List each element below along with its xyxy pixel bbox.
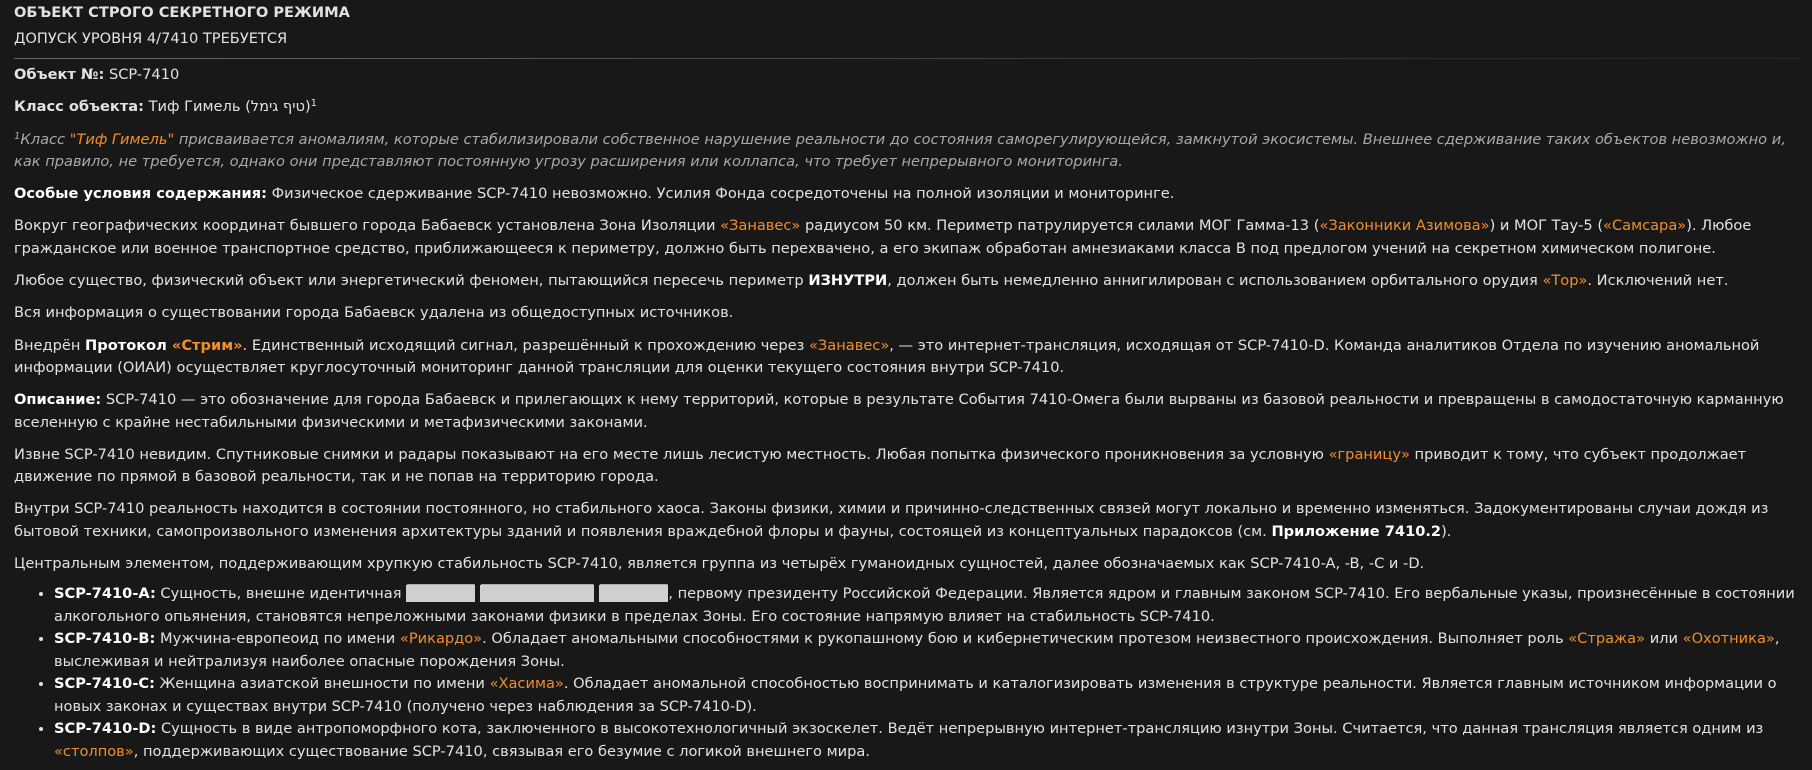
entity-label: SCP-7410-D: xyxy=(54,720,157,738)
redacted-block: ██████████ xyxy=(481,585,594,603)
object-class-label: Класс объекта: xyxy=(14,98,144,116)
link-guard[interactable]: «Стража» xyxy=(1568,630,1646,648)
text: , — это интернет-трансляция, исходящая от SCP-7410-D. Команда аналитиков Отдела по изучению аномальной информации (ОИАИ) осуществляет круглосуточный мониторинг данной трансляции для оценки текущего состояния внутри SCP-7410. xyxy=(14,336,1760,376)
list-item xyxy=(54,583,1802,628)
text: , выслеживая и нейтрализуя наиболее опасные порождения Зоны. xyxy=(54,630,1780,670)
list-item xyxy=(54,718,1802,763)
text: Извне SCP-7410 невидим. Спутниковые снимки и радары показывают на его месте лишь лесистую местность. Любая попытка физического проникновения за условную xyxy=(14,445,1329,463)
containment-intro-text: Физическое сдерживание SCP-7410 невозможно. Усилия Фонда сосредоточены на полной изоляции и мониторинге. xyxy=(266,185,1175,203)
text: , поддерживающих существование SCP-7410, связывая его безумие с логикой внешнего мира. xyxy=(133,742,870,760)
footnote xyxy=(14,129,1802,174)
footnote-link[interactable]: "Тиф Гимель" xyxy=(69,130,175,148)
description-paragraph xyxy=(14,498,1802,543)
text: . Единственный исходящий сигнал, разрешённый к прохождению через xyxy=(242,336,809,354)
text: Женщина азиатской внешности по имени xyxy=(154,675,490,693)
divider xyxy=(14,58,1802,59)
entity-label: SCP-7410-C: xyxy=(54,675,155,693)
link-samsara[interactable]: «Самсара» xyxy=(1603,217,1687,235)
object-class-value: Тиф Гимель (טיף גימל) xyxy=(148,98,311,116)
entity-label: SCP-7410-B: xyxy=(54,630,156,648)
text: Внутри SCP-7410 реальность находится в состоянии постоянного, но стабильного хаоса. Законы физики, химии и причинно-следственных связей могут локально и временно изменяться. Задокументированы случаи дождя из бытовой техники, самопроизвольного изменения архитектуры зданий и появления враждебной флоры и фауны, состоящей из концептуальных парадоксов (см. xyxy=(14,500,1769,540)
text: Любое существо, физический объект или энергетический феномен, пытающийся пересечь периметр xyxy=(14,272,809,290)
object-class xyxy=(14,96,1802,118)
list-item xyxy=(54,673,1802,718)
footnote-text-2: присваивается аномалиям, которые стабилизировали собственное нарушение реальности до состояния саморегулирующейся, замкнутой экосистемы. Внешнее сдерживание таких объектов невозможно и, как правило, не требуется, однако они представляют постоянную угрозу расширения или коллапса, что требует непрерывного мониторинга. xyxy=(14,130,1786,170)
text: . Исключений нет. xyxy=(1587,272,1729,290)
description-intro xyxy=(14,389,1802,434)
appendix-ref: Приложение 7410.2 xyxy=(1271,522,1442,540)
containment-label: Особые условия содержания: xyxy=(14,185,267,203)
text: Сущность в виде антропоморфного кота, заключенного в высокотехнологичный экзоскелет. Ведёт непрерывную интернет-трансляцию изнутри Зоны. Считается, что данная трансляция является одним из xyxy=(156,720,1764,738)
text: Мужчина-европеоид по имени xyxy=(155,630,400,648)
text: . Обладает аномальной способностью воспринимать и каталогизировать изменения в структуре реальности. Является главным источником информации о новых законах и существах внутри SCP-7410 (получено через наблюдения за SCP-7410-D). xyxy=(54,675,1777,715)
redacted-block: ██████ xyxy=(407,585,475,603)
text: приводит к тому, что субъект продолжает движение по прямой в базовой реальности, так и не попав на территорию города. xyxy=(14,445,1747,486)
containment-paragraph xyxy=(14,335,1802,380)
list-item xyxy=(54,628,1802,673)
redacted-block: ██████ xyxy=(599,585,668,603)
item-label: Объект №: xyxy=(14,66,105,83)
description-label: Описание: xyxy=(14,391,102,409)
text: Сущность, внешне идентичная xyxy=(155,585,407,603)
doc-title: ОБЪЕКТ СТРОГО СЕКРЕТНОГО РЕЖИМА xyxy=(14,4,350,21)
link-stream[interactable]: «Стрим» xyxy=(171,336,243,354)
description-paragraph: Центральным элементом, поддерживающим хрупкую стабильность SCP-7410, является группа из четырёх гуманоидных сущностей, далее обозначаемых как SCP-7410-A, -B, -C и -D. xyxy=(14,555,1425,573)
description-paragraph xyxy=(14,444,1802,489)
clearance-notice: ДОПУСК УРОВНЯ 4/7410 ТРЕБУЕТСЯ xyxy=(14,30,288,47)
item-value: SCP-7410 xyxy=(108,66,180,83)
containment-intro xyxy=(14,183,1802,205)
text: , должен быть немедленно аннигилирован с использованием орбитального орудия xyxy=(887,272,1543,290)
entity-label: SCP-7410-A: xyxy=(54,585,156,603)
link-thor[interactable]: «Тор» xyxy=(1542,272,1588,290)
text: Вокруг географических координат бывшего города Бабаевск установлена Зона Изоляции xyxy=(14,217,721,235)
link-pillars[interactable]: «столпов» xyxy=(54,742,134,760)
text: ). Любое гражданское или военное транспортное средство, приближающееся к периметру, должно быть перехвачено, а его экипаж обработан амнезиаками класса B под предлогом учений на секретном химическом полигоне. xyxy=(14,217,1752,257)
emphasis: Протокол xyxy=(85,336,172,354)
emphasis: ИЗНУТРИ xyxy=(808,272,888,290)
description-intro-text: SCP-7410 — это обозначение для города Бабаевск и прилегающих к нему территорий, которые в результате События 7410-Омега были вырваны из базовой реальности и превращены в самодостаточную карманную вселенную с крайне нестабильными физическими и метафизическими законами. xyxy=(14,391,1784,431)
footnote-ref[interactable]: 1 xyxy=(310,98,318,110)
text: Внедрён xyxy=(14,336,86,354)
item-number xyxy=(14,64,1802,86)
containment-paragraph xyxy=(14,215,1802,260)
footnote-text: Класс xyxy=(20,130,70,148)
link-asimov-lawmen[interactable]: «Законники Азимова» xyxy=(1319,217,1490,235)
text: радиусом 50 км. Периметр патрулируется силами МОГ Гамма-13 ( xyxy=(800,217,1320,235)
text: ) и МОГ Тау-5 ( xyxy=(1489,217,1604,235)
link-hasima[interactable]: «Хасима» xyxy=(489,675,564,693)
text: . Обладает аномальными способностями к рукопашному бою и кибернетическим протезом неизвестного происхождения. Выполняет роль xyxy=(482,630,1569,648)
link-curtain[interactable]: «Занавес» xyxy=(809,336,890,354)
footnote-mark: 1 xyxy=(14,130,21,142)
containment-paragraph xyxy=(14,270,1802,292)
link-hunter[interactable]: «Охотника» xyxy=(1682,630,1775,648)
entity-list xyxy=(14,583,1802,763)
text: или xyxy=(1645,630,1683,648)
text: ). xyxy=(1441,522,1452,540)
link-curtain[interactable]: «Занавес» xyxy=(720,217,801,235)
link-border[interactable]: «границу» xyxy=(1328,445,1410,463)
containment-paragraph: Вся информация о существовании города Бабаевск удалена из общедоступных источников. xyxy=(14,304,734,322)
text: , первому президенту Российской Федерации. Является ядром и главным законом SCP-7410. Его вербальные указы, произнесённые в состоянии алкогольного опьянения, становятся непреложными законами физики в пределах Зоны. Его состояние напрямую влияет на стабильность SCP-7410. xyxy=(54,585,1795,625)
link-ricardo[interactable]: «Рикардо» xyxy=(399,630,483,648)
